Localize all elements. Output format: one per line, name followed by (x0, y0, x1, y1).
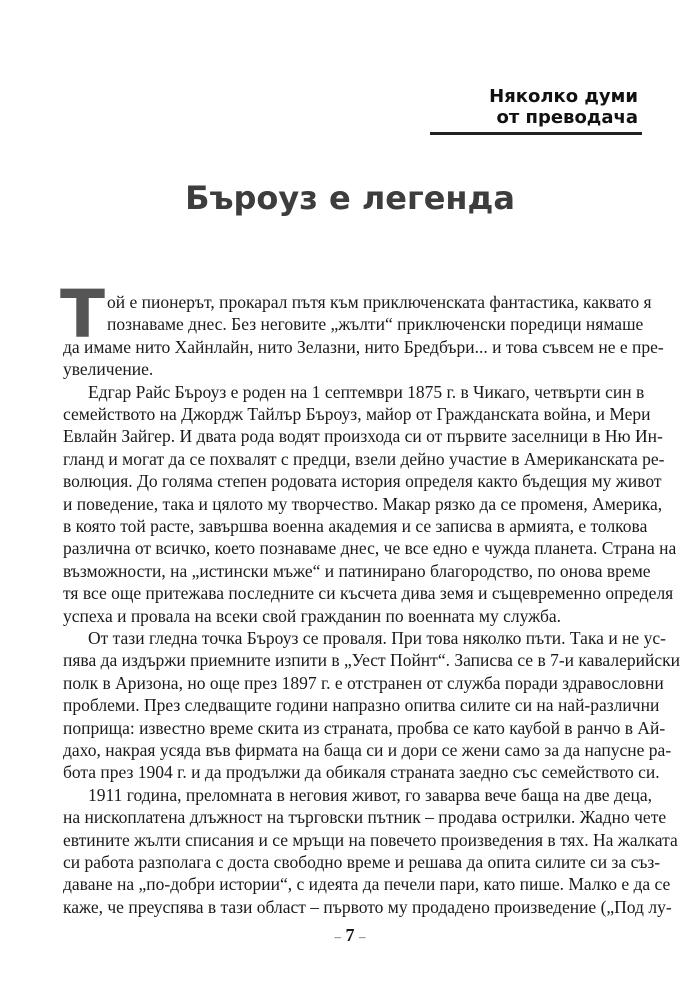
folio-number: 7 (345, 925, 355, 945)
text-line: в която той расте, завършва военна академия и се записва в армията, е толкова (63, 516, 648, 536)
text-line: полк в Аризона, но още през 1897 г. е отстранен от служба поради здравословни (63, 672, 664, 693)
text-line: 1911 година, преломната в неговия живот, го заварва вече баща на две деца, (88, 784, 653, 805)
text-line: увеличение. (63, 359, 154, 380)
text-line: различна от всичко, което познаваме днес, че все едно е чужда планета. Страна на (63, 538, 677, 559)
chapter-title: Бъроуз е легенда (185, 179, 515, 217)
text-line: проблеми. През следващите години напразно опитва силите си на най-различни (63, 695, 660, 716)
text-line: гланд и могат да се похвалят с предци, взели дейно участие в Американската ре- (63, 448, 665, 469)
text-line: бота през 1904 г. и да продължи да обикаля страната заедно със семейството си. (63, 762, 660, 783)
text-line: възможности, на „истински мъже“ и патинирано благородство, по онова време (63, 560, 651, 581)
text-line: пява да издържи приемните изпити в „Уест Пойнт“. Записва се в 7-и кавалерийски (63, 650, 680, 671)
text-line: тя все още притежава последните си късчета дива земя и същевременно определя (63, 583, 674, 604)
text-line: евтините жълти списания и се мръщи на повечето произведения в тях. На жалката (63, 829, 678, 850)
section-heading-line-2: от преводача (496, 107, 638, 128)
text-line: даване на „по-добри истории“, с идеята да печели пари, като пише. Малко е да се (63, 874, 671, 895)
drop-cap: Т (60, 276, 106, 353)
text-line: каже, че преуспява в тази област – първото му продадено произведение („Под лу- (63, 896, 672, 917)
text-line: на нископлатена длъжност на търговски пътник – продава острилки. Жадно чете (63, 807, 667, 828)
folio-left-mark: – (334, 929, 341, 944)
text-line: семейството на Джордж Тайлър Бъроуз, майор от Гражданската война, и Мери (63, 404, 651, 424)
text-line: Евлайн Зайгер. И двата рода водят произхода си от първите заселници в Ню Ин- (63, 426, 663, 447)
text-line: да имаме нито Хайнлайн, нито Зелазни, нито Бредбъри... и това съвсем не е пре- (63, 336, 664, 357)
text-line: ой е пионерът, прокарал пътя към приключенската фантастика, каквато я (107, 292, 652, 312)
text-line: От тази гледна точка Бъроуз се проваля. При това няколко пъти. Така и не ус- (88, 628, 666, 648)
text-line: поприща: известно време скита из страната, пробва се като каубой в ранчо в Ай- (63, 717, 666, 738)
page-number (0, 924, 700, 948)
text-line: си работа разполага с доста свободно време и решава да опита силите си за съз- (63, 852, 661, 872)
folio-right-mark: – (359, 929, 366, 944)
text-line: познаваме днес. Без неговите „жълти“ приключенски поредици нямаше (107, 314, 644, 335)
text-line: успеха и провала на всеки свой гражданин по военната му служба. (63, 605, 562, 626)
text-line: Едгар Райс Бъроуз е роден на 1 септември 1875 г. в Чикаго, четвърти син в (88, 381, 645, 402)
text-line: волюция. До голяма степен родовата история определя както бъдещия му живот (63, 471, 662, 492)
section-heading-line-1: Няколко думи (489, 86, 638, 107)
text-line: дахо, накрая усяда във фирмата на баща си и дори се жени само за да напусне ра- (63, 740, 672, 760)
text-line: и поведение, така и цялото му творчество. Макар рязко да се променя, Америка, (63, 493, 663, 514)
